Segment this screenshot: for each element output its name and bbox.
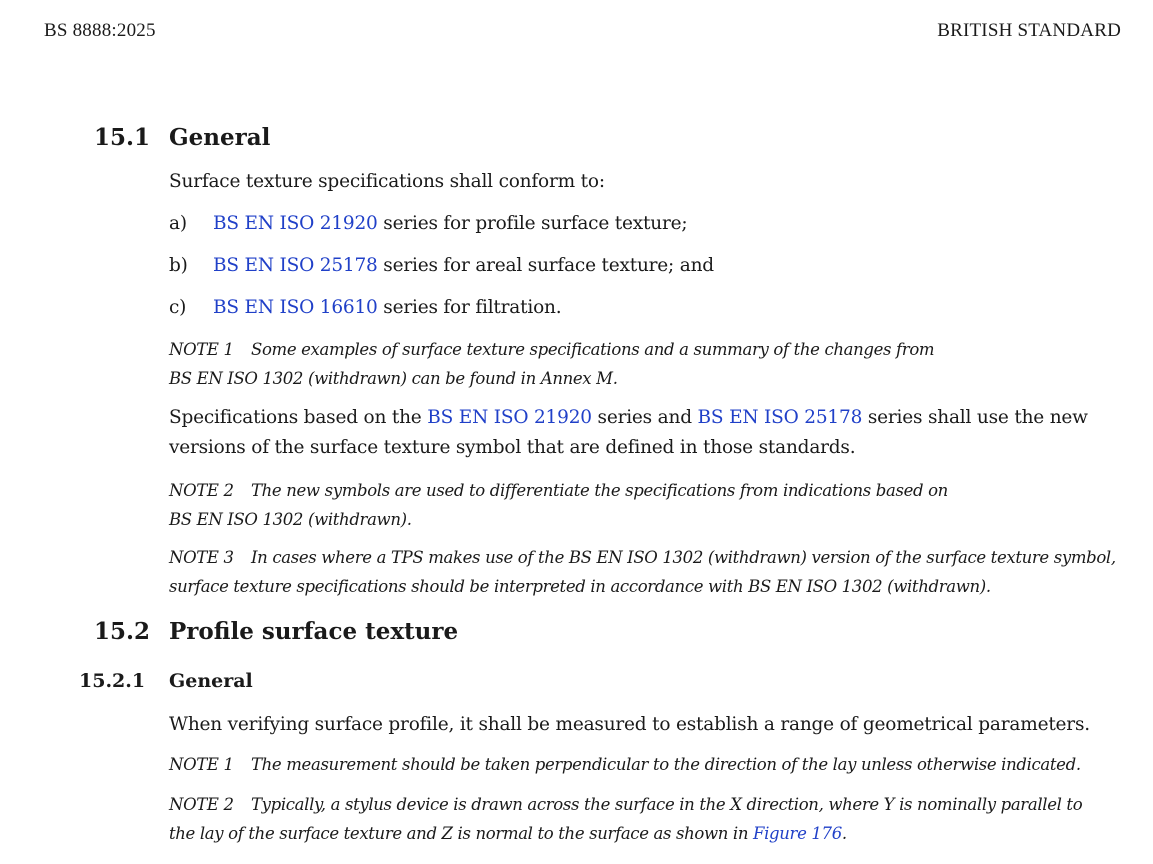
- list-marker: c): [169, 297, 187, 318]
- figure-link[interactable]: Figure 176: [753, 824, 842, 843]
- paragraph-text: Specifications based on the: [169, 407, 428, 428]
- document-type: BRITISH STANDARD: [937, 20, 1121, 41]
- note-text: The new symbols are used to differentiate the specifications from indications based on: [251, 481, 948, 500]
- note-text: BS EN ISO 1302 (withdrawn).: [169, 510, 412, 529]
- note-text: surface texture specifications should be interpreted in accordance with BS EN ISO 1302 (withdrawn).: [169, 577, 991, 596]
- paragraph: [169, 403, 1088, 463]
- subsection-title: General: [169, 670, 253, 692]
- note-text: Typically, a stylus device is drawn across the surface in the X direction, where Y is nominally parallel to: [251, 795, 1083, 814]
- subsection-number: 15.2.1: [79, 670, 146, 692]
- standard-link[interactable]: BS EN ISO 25178: [697, 407, 863, 428]
- note: [169, 543, 1116, 601]
- note-text: Some examples of surface texture specifications and a summary of the changes from: [251, 340, 935, 359]
- note-label: NOTE 2: [169, 481, 234, 500]
- note-label: NOTE 2: [169, 795, 234, 814]
- paragraph-text: versions of the surface texture symbol that are defined in those standards.: [169, 437, 856, 458]
- note-text: .: [841, 824, 847, 843]
- standard-link[interactable]: BS EN ISO 21920: [213, 213, 378, 234]
- note: [169, 476, 948, 534]
- list-item-text: series for areal surface texture; and: [377, 255, 714, 276]
- note: [169, 790, 1082, 848]
- paragraph-text: series shall use the new: [862, 407, 1088, 428]
- list-item-text: series for filtration.: [377, 297, 562, 318]
- intro-paragraph: Surface texture specifications shall conform to:: [169, 171, 605, 192]
- section-number: 15.1: [94, 124, 151, 151]
- section-title: General: [169, 124, 271, 151]
- list-item: [169, 293, 561, 323]
- section-number: 15.2: [94, 618, 151, 645]
- standard-link[interactable]: BS EN ISO 21920: [427, 407, 592, 428]
- note-label: NOTE 1: [169, 755, 234, 774]
- list-marker: a): [169, 213, 187, 234]
- note-text: In cases where a TPS makes use of the BS EN ISO 1302 (withdrawn) version of the surface texture symbol,: [251, 548, 1116, 567]
- note: [169, 750, 1081, 779]
- list-item-text: series for profile surface texture;: [377, 213, 688, 234]
- note-text: BS EN ISO 1302 (withdrawn) can be found in Annex M.: [169, 369, 618, 388]
- list-item: [169, 251, 714, 281]
- standard-link[interactable]: BS EN ISO 16610: [213, 297, 378, 318]
- document-id: BS 8888:2025: [44, 20, 156, 41]
- note: [169, 335, 934, 393]
- note-label: NOTE 1: [169, 340, 234, 359]
- paragraph-text: series and: [591, 407, 698, 428]
- note-text: the lay of the surface texture and Z is normal to the surface as shown in: [169, 824, 754, 843]
- standard-link[interactable]: BS EN ISO 25178: [213, 255, 378, 276]
- list-item: [169, 209, 687, 239]
- list-marker: b): [169, 255, 188, 276]
- section-title: Profile surface texture: [169, 618, 459, 645]
- paragraph: When verifying surface profile, it shall be measured to establish a range of geometrical parameters.: [169, 714, 1090, 735]
- note-text: The measurement should be taken perpendicular to the direction of the lay unless otherwise indicated.: [251, 755, 1081, 774]
- note-label: NOTE 3: [169, 548, 234, 567]
